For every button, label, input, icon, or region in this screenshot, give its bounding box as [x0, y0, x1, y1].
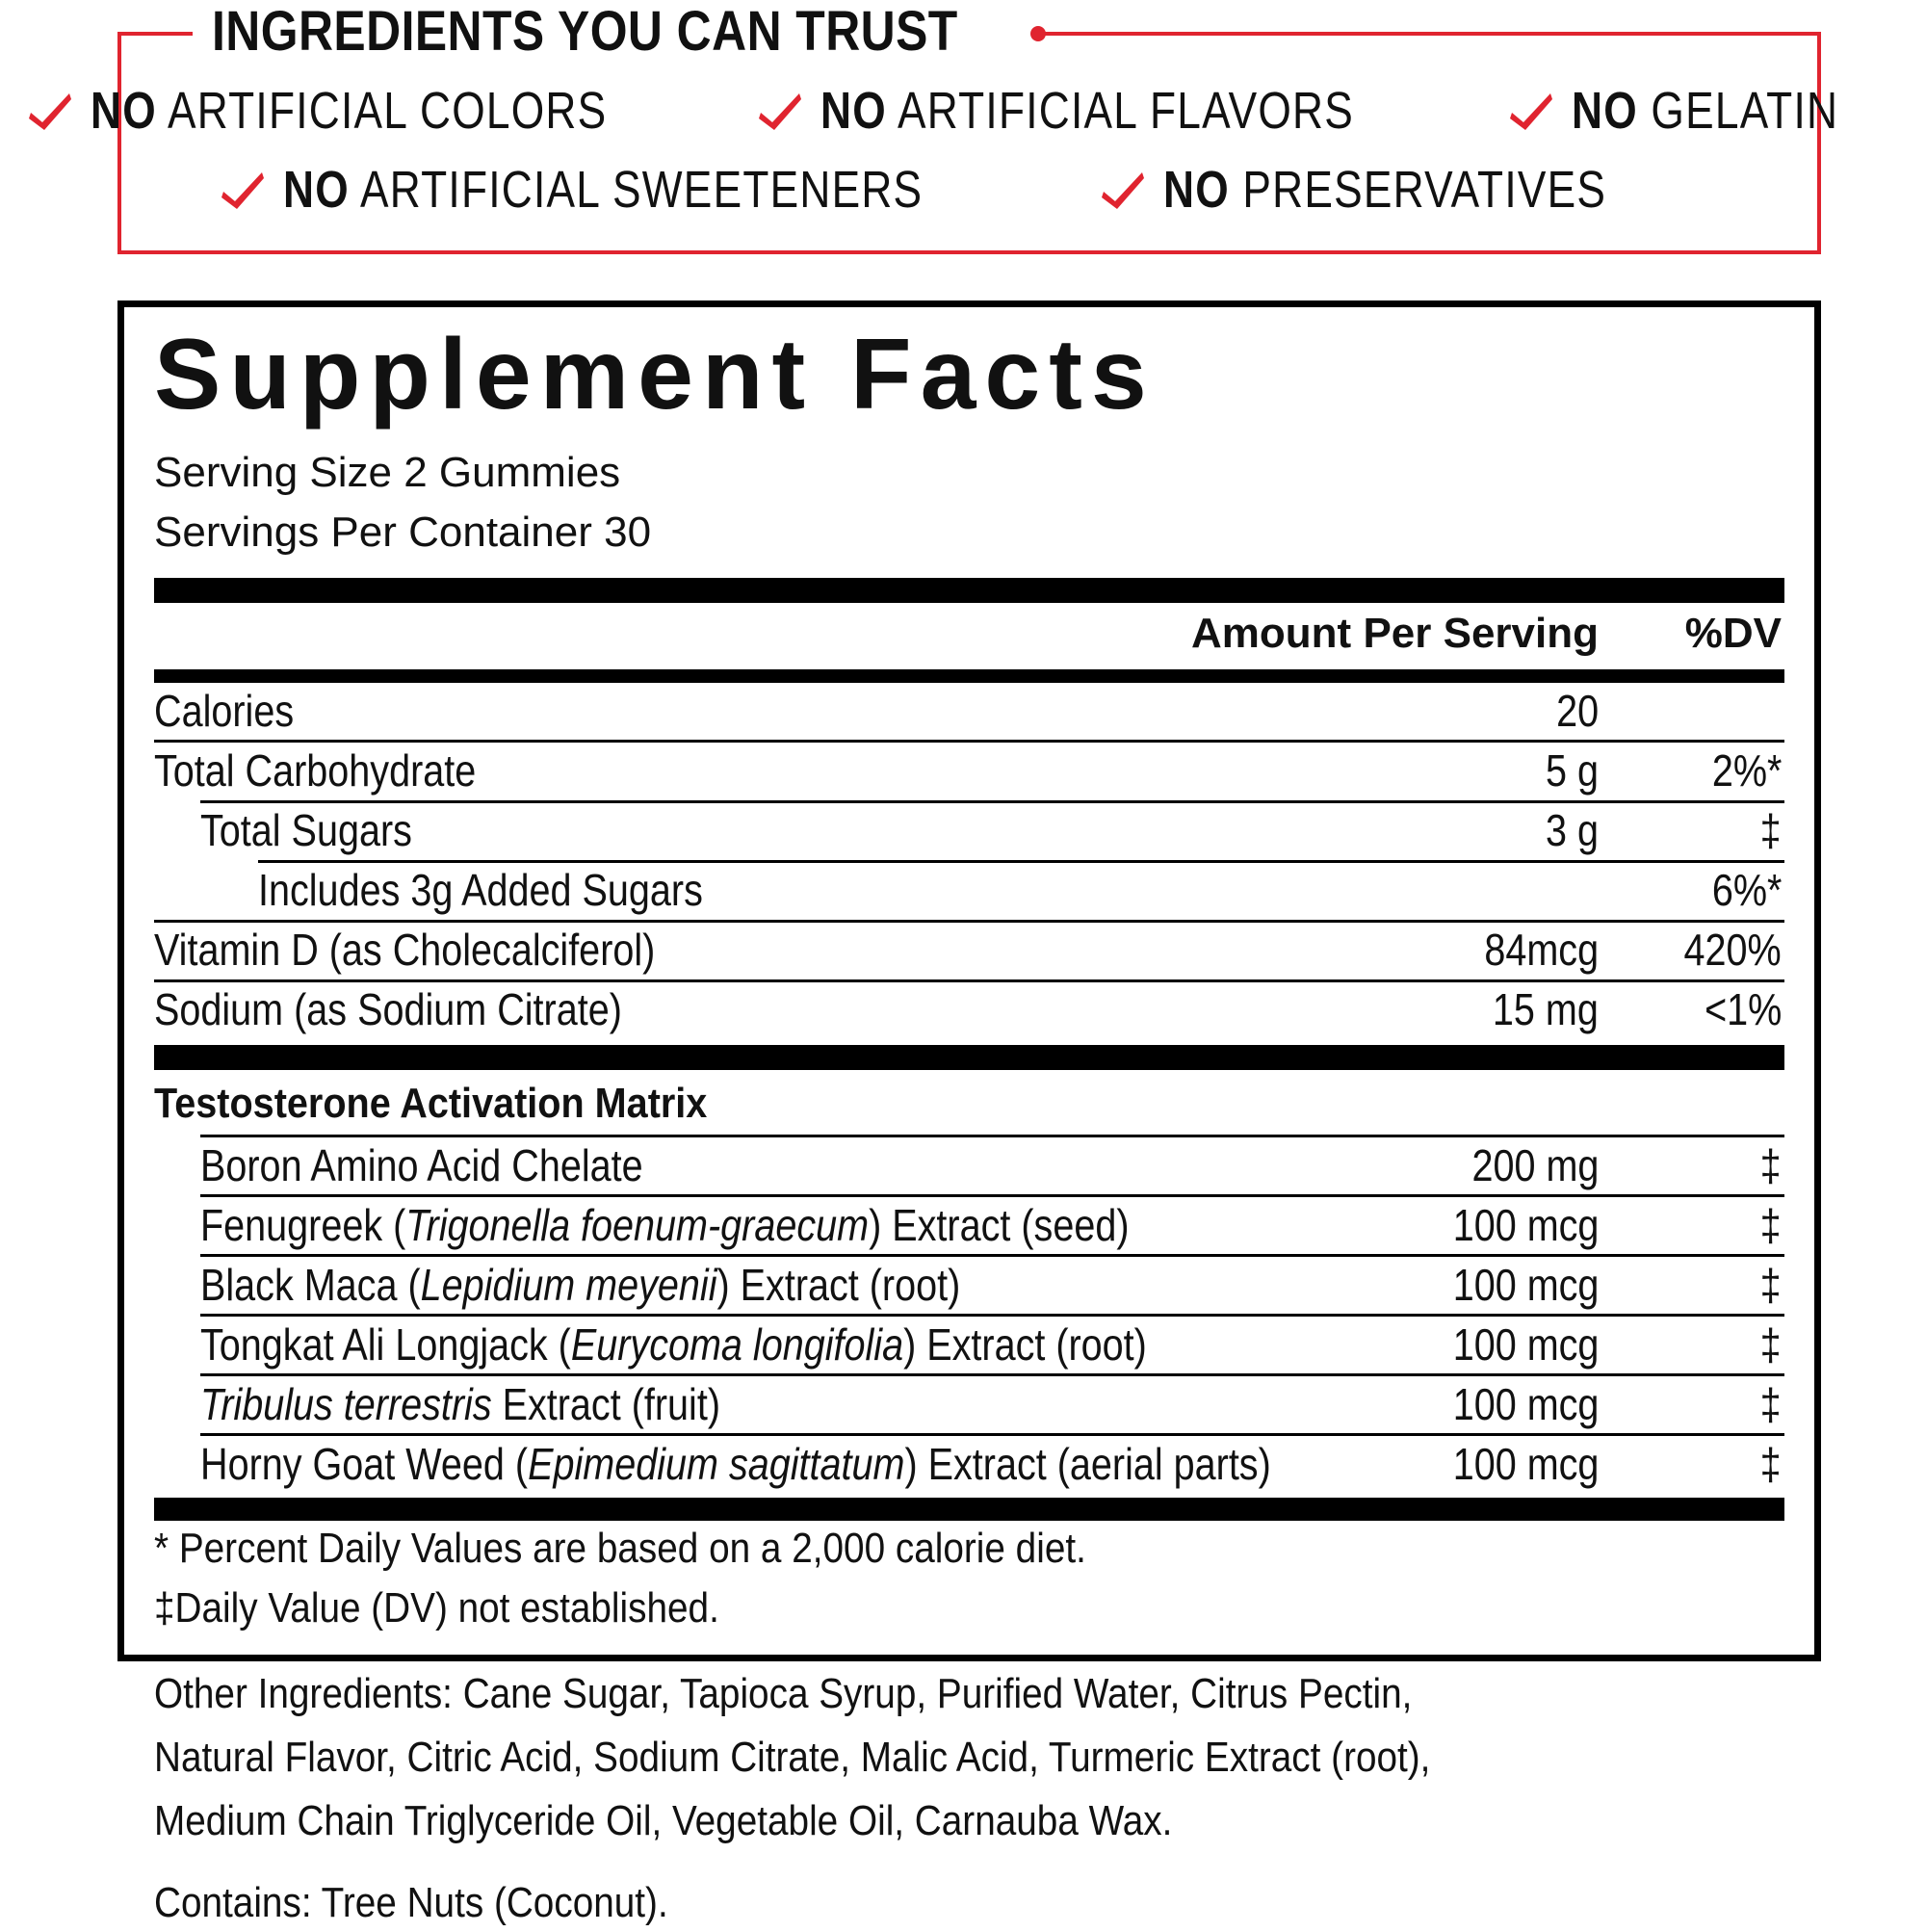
ingredient-amount: 200 mg — [1471, 1140, 1599, 1190]
thick-divider — [154, 578, 1784, 603]
claim-no-gelatin — [1510, 81, 1897, 141]
claim-bold: NO — [1571, 82, 1638, 140]
claim-no-preservatives — [1102, 160, 1704, 220]
ingredient-name-text: Black Maca ( — [200, 1260, 421, 1310]
ingredient-name — [200, 1136, 643, 1194]
ingredient-dv: ‡ — [1759, 1260, 1782, 1310]
ingredient-part: ) Extract (root) — [903, 1319, 1147, 1370]
allergen-text: Contains: Tree Nuts (Coconut). — [154, 1879, 668, 1926]
footnote-percent-dv — [154, 1520, 1213, 1578]
matrix-row — [0, 1375, 1926, 1433]
servings-per-container: Servings Per Container 30 — [154, 509, 652, 556]
check-icon — [221, 169, 266, 211]
trust-dot-icon — [1030, 26, 1046, 41]
nutrient-name: Total Sugars — [200, 805, 412, 855]
ingredient-name — [200, 1375, 720, 1433]
nutrient-row — [0, 742, 1926, 799]
ingredient-latin-name: Trigonella foenum-graecum — [405, 1200, 870, 1250]
check-icon — [29, 90, 73, 132]
matrix-title-text: Testosterone Activation Matrix — [154, 1080, 708, 1127]
ingredient-latin-name: Epimedium sagittatum — [528, 1439, 905, 1489]
footnote-text: * Percent Daily Values are based on a 2,000 calorie diet. — [154, 1525, 1086, 1572]
ingredient-name — [200, 1256, 960, 1314]
nutrient-dv: 420% — [1683, 925, 1782, 975]
ingredient-name-text: Fenugreek ( — [200, 1200, 406, 1250]
nutrient-amount: 15 mg — [1493, 984, 1599, 1034]
ingredient-amount: 100 mcg — [1452, 1260, 1599, 1310]
nutrient-amount: 20 — [1555, 686, 1599, 736]
ingredient-dv: ‡ — [1759, 1319, 1782, 1370]
ingredient-name — [200, 1435, 1271, 1493]
claim-bold: NO — [820, 82, 888, 140]
matrix-row — [0, 1316, 1926, 1373]
ingredient-latin-name: Tribulus terrestris — [200, 1379, 492, 1429]
thick-divider — [154, 1498, 1784, 1521]
ingredient-latin-name: Lepidium meyenii — [420, 1260, 717, 1310]
check-icon — [1102, 169, 1146, 211]
ingredient-amount: 100 mcg — [1452, 1379, 1599, 1429]
ingredient-name — [200, 1316, 1147, 1373]
claim-label: PRESERVATIVES — [1230, 161, 1607, 219]
ingredient-dv: ‡ — [1759, 1379, 1782, 1429]
ingredient-dv: ‡ — [1759, 1439, 1782, 1489]
ingredient-latin-name: Eurycoma longifolia — [570, 1319, 904, 1370]
claim-bold: NO — [283, 161, 351, 219]
other-ingredients-line: Medium Chain Triglyceride Oil, Vegetable Oil, Carnauba Wax. — [154, 1797, 1173, 1844]
claim-bold: NO — [1163, 161, 1231, 219]
claim-label: ARTIFICIAL SWEETENERS — [350, 161, 924, 219]
matrix-row — [0, 1256, 1926, 1314]
footnote-dv-not-established — [154, 1580, 796, 1637]
nutrient-name: Total Carbohydrate — [154, 745, 477, 796]
nutrient-dv: ‡ — [1759, 805, 1782, 855]
claim-no-artificial-sweeteners — [221, 160, 1063, 220]
panel-title: Supplement Facts — [154, 319, 1156, 431]
nutrient-name: Vitamin D (as Cholecalciferol) — [154, 925, 656, 975]
check-icon — [759, 90, 803, 132]
nutrient-amount: 3 g — [1546, 805, 1599, 855]
matrix-row — [0, 1435, 1926, 1493]
trust-box-top-rule-right — [1038, 32, 1821, 36]
claim-label: ARTIFICIAL COLORS — [156, 82, 608, 140]
ingredient-name-text: Boron Amino Acid Chelate — [200, 1140, 643, 1190]
nutrient-name: Calories — [154, 686, 295, 736]
nutrient-row — [0, 980, 1926, 1038]
ingredient-name-text: Tongkat Ali Longjack ( — [200, 1319, 571, 1370]
ingredient-name — [200, 1196, 1130, 1254]
ingredient-part: ) Extract (seed) — [869, 1200, 1130, 1250]
nutrient-dv: 6%* — [1711, 865, 1782, 915]
nutrient-name: Includes 3g Added Sugars — [258, 865, 703, 915]
ingredient-part: ) Extract (aerial parts) — [904, 1439, 1271, 1489]
matrix-title — [154, 1077, 768, 1131]
nutrient-row — [0, 682, 1926, 740]
allergen-statement — [154, 1874, 738, 1932]
claims-row-1 — [0, 77, 1926, 144]
matrix-row — [0, 1136, 1926, 1194]
claims-row-2 — [0, 156, 1926, 223]
nutrient-amount: 84mcg — [1484, 925, 1599, 975]
trust-title: INGREDIENTS YOU CAN TRUST — [212, 0, 958, 63]
ingredient-name-text: Horny Goat Weed ( — [200, 1439, 529, 1489]
check-icon — [1510, 90, 1554, 132]
ingredient-dv: ‡ — [1759, 1200, 1782, 1250]
footnote-text: ‡Daily Value (DV) not established. — [154, 1584, 719, 1632]
other-ingredients — [154, 1662, 1887, 1853]
other-ingredients-line: Natural Flavor, Citric Acid, Sodium Citrate, Malic Acid, Turmeric Extract (root), — [154, 1734, 1431, 1781]
nutrient-dv: 2%* — [1711, 745, 1782, 796]
matrix-row — [0, 1196, 1926, 1254]
ingredient-part: Extract (fruit) — [491, 1379, 720, 1429]
nutrient-amount: 5 g — [1546, 745, 1599, 796]
claim-no-artificial-flavors — [759, 81, 1471, 141]
claim-no-artificial-colors — [29, 81, 720, 141]
nutrient-row — [0, 861, 1926, 919]
claim-label: GELATIN — [1637, 82, 1839, 140]
thick-divider — [154, 1045, 1784, 1070]
other-ingredients-line: Other Ingredients: Cane Sugar, Tapioca Syrup, Purified Water, Citrus Pectin, — [154, 1670, 1413, 1717]
nutrient-row — [0, 801, 1926, 859]
claim-bold: NO — [91, 82, 157, 140]
header-daily-value: %DV — [1684, 610, 1782, 657]
ingredient-amount: 100 mcg — [1452, 1200, 1599, 1250]
nutrient-row — [0, 921, 1926, 979]
claim-label: ARTIFICIAL FLAVORS — [887, 82, 1355, 140]
nutrient-name: Sodium (as Sodium Citrate) — [154, 984, 622, 1034]
ingredient-part: ) Extract (root) — [716, 1260, 961, 1310]
medium-divider — [154, 669, 1784, 683]
ingredient-amount: 100 mcg — [1452, 1319, 1599, 1370]
trust-box-top-rule-left — [117, 32, 193, 36]
ingredient-dv: ‡ — [1759, 1140, 1782, 1190]
serving-size: Serving Size 2 Gummies — [154, 449, 621, 496]
ingredient-amount: 100 mcg — [1452, 1439, 1599, 1489]
nutrient-dv: <1% — [1704, 984, 1782, 1034]
header-amount-per-serving: Amount Per Serving — [1191, 610, 1599, 657]
